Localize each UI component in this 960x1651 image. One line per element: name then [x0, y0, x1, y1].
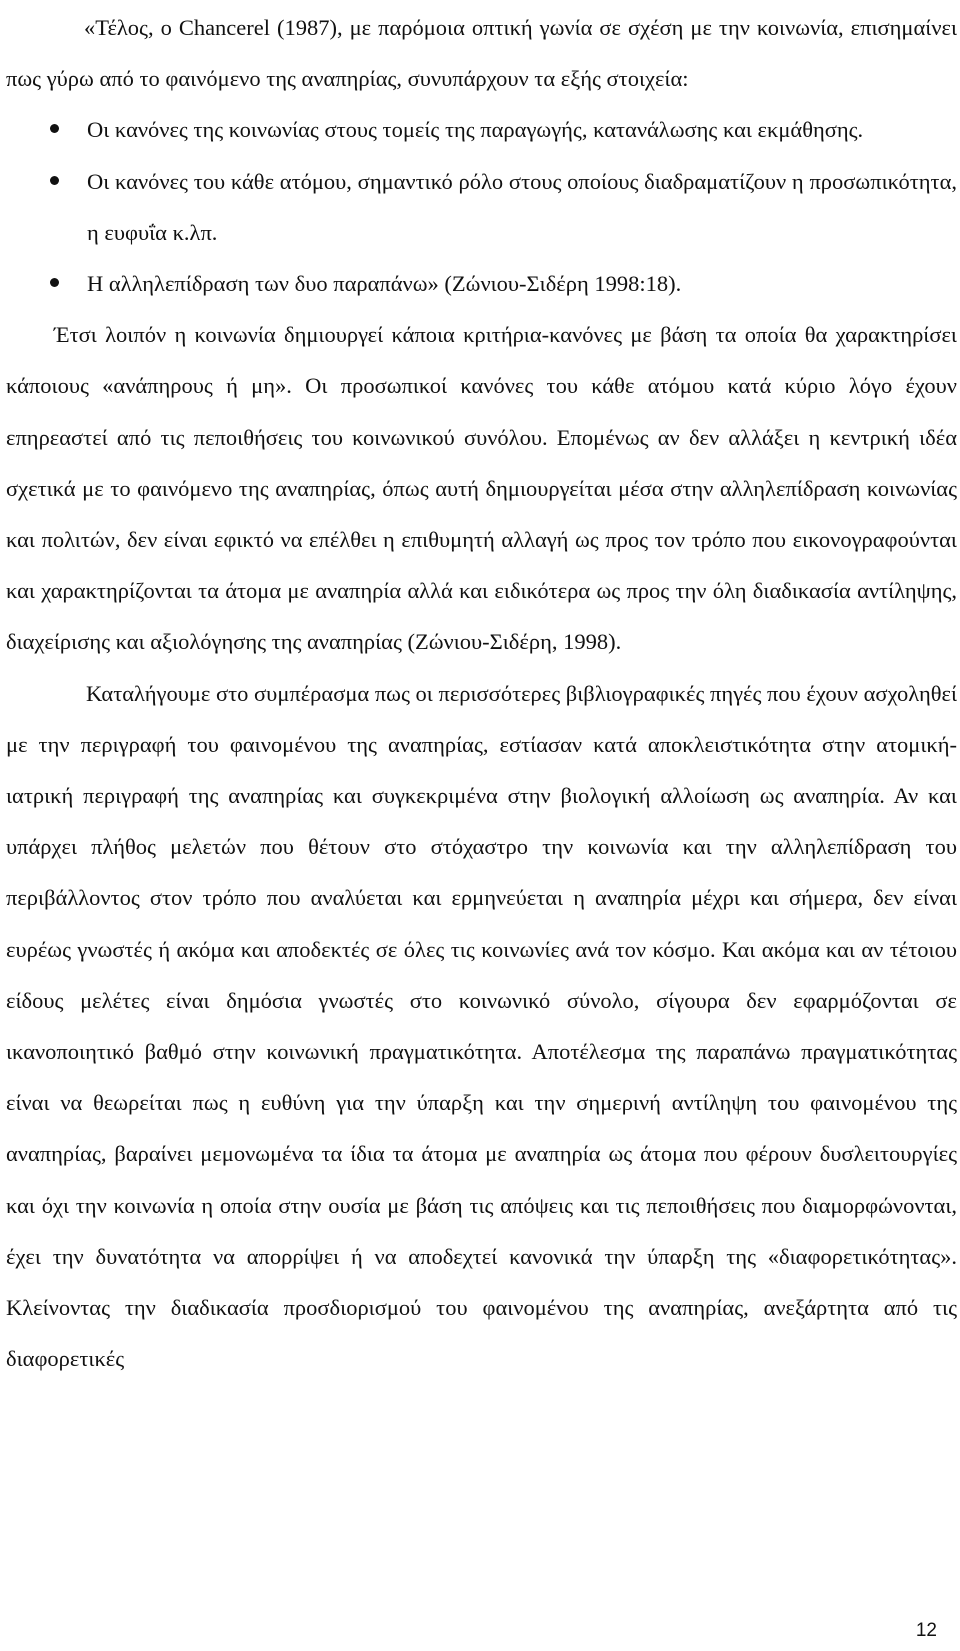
bullet-item: [6, 156, 957, 258]
intro-paragraph: «Τέλος, ο Chancerel (1987), με παρόμοια οπτική γωνία σε σχέση με την κοινωνία, επισημαίνει πως γύρω από το φαινόμενο της αναπηρίας, συνυπάρχουν τα εξής στοιχεία:: [6, 15, 957, 92]
bullet-icon: [50, 278, 59, 287]
bullet-text: Οι κανόνες του κάθε ατόμου, σημαντικό ρόλο στους οποίους διαδραματίζουν η προσωπικότητα, η ευφυΐα κ.λπ.: [87, 168, 957, 245]
third-paragraph: Καταλήγουμε στο συμπέρασμα πως οι περισσότερες βιβλιογραφικές πηγές που έχουν ασχοληθεί με την περιγραφή του φαινομένου της αναπηρίας, εστίασαν κατά αποκλειστικότητα στην ατομική-ιατρική περιγραφή της αναπηρίας και συγκεκριμένα στην βιολογική αλλοίωση ως αναπηρία. Αν και υπάρχει πλήθος μελετών που θέτουν στο στόχαστρο την κοινωνία και την αλληλεπίδραση του περιβάλλοντος στον τρόπο που αναλύεται και ερμηνεύεται η αναπηρία μέχρι και σήμερα, δεν είναι ευρέως γνωστές ή ακόμα και αποδεκτές σε όλες τις κοινωνίες ανά τον κόσμο. Και ακόμα και αν τέτοιου είδους μελέτες είναι δημόσια γνωστές στο κοινωνικό σύνολο, σίγουρα δεν εφαρμόζονται σε ικανοποιητικό βαθμό στην κοινωνική πραγματικότητα. Αποτέλεσμα της παραπάνω πραγματικότητας είναι να θεωρείται πως η ευθύνη για την ύπαρξη και την σημερινή αντίληψη του φαινομένου της αναπηρίας, βαραίνει μεμονωμένα τα ίδια τα άτομα με αναπηρία ως άτομα που φέρουν δυσλειτουργίες και όχι την κοινωνία η οποία στην ουσία με βάση τις απόψεις και τις πεποιθήσεις που διαμορφώνονται, έχει την δυνατότητα να απορρίψει ή να αποδεχτεί κανονικά την ύπαρξη της «διαφορετικότητας». Κλείνοντας την διαδικασία προσδιορισμού του φαινομένου της αναπηρίας, ανεξάρτητα από τις διαφορετικές: [6, 680, 957, 1372]
bullet-list: [6, 104, 957, 309]
bullet-text: Οι κανόνες της κοινωνίας στους τομείς της παραγωγής, κατανάλωσης και εκμάθησης.: [87, 117, 864, 143]
bullet-item: [6, 258, 957, 309]
page-number: 12: [915, 1620, 937, 1641]
second-paragraph: Έτσι λοιπόν η κοινωνία δημιουργεί κάποια κριτήρια-κανόνες με βάση τα οποία θα χαρακτηρίσει κάποιους «ανάπηρους ή μη». Οι προσωπικοί κανόνες του κάθε ατόμου κατά κύριο λόγο έχουν επηρεαστεί από τις πεποιθήσεις του κοινωνικού συνόλου. Επομένως αν δεν αλλάξει η κεντρική ιδέα σχετικά με το φαινόμενο της αναπηρίας, όπως αυτή δημιουργείται μέσα στην αλληλεπίδραση κοινωνίας και πολιτών, δεν είναι εφικτό να επέλθει η επιθυμητή αλλαγή ως προς τον τρόπο που εικονογραφούνται και χαρακτηρίζονται τα άτομα με αναπηρία αλλά και ειδικότερα ως προς την όλη διαδικασία αντίληψης, διαχείρισης και αξιολόγησης της αναπηρίας (Ζώνιου-Σιδέρη, 1998).: [6, 322, 957, 655]
document-page: [6, 0, 957, 1384]
bullet-icon: [50, 176, 59, 185]
bullet-text: Η αλληλεπίδραση των δυο παραπάνω» (Ζώνιου-Σιδέρη 1998:18).: [87, 271, 682, 297]
bullet-item: [6, 104, 957, 155]
bullet-icon: [50, 124, 59, 133]
